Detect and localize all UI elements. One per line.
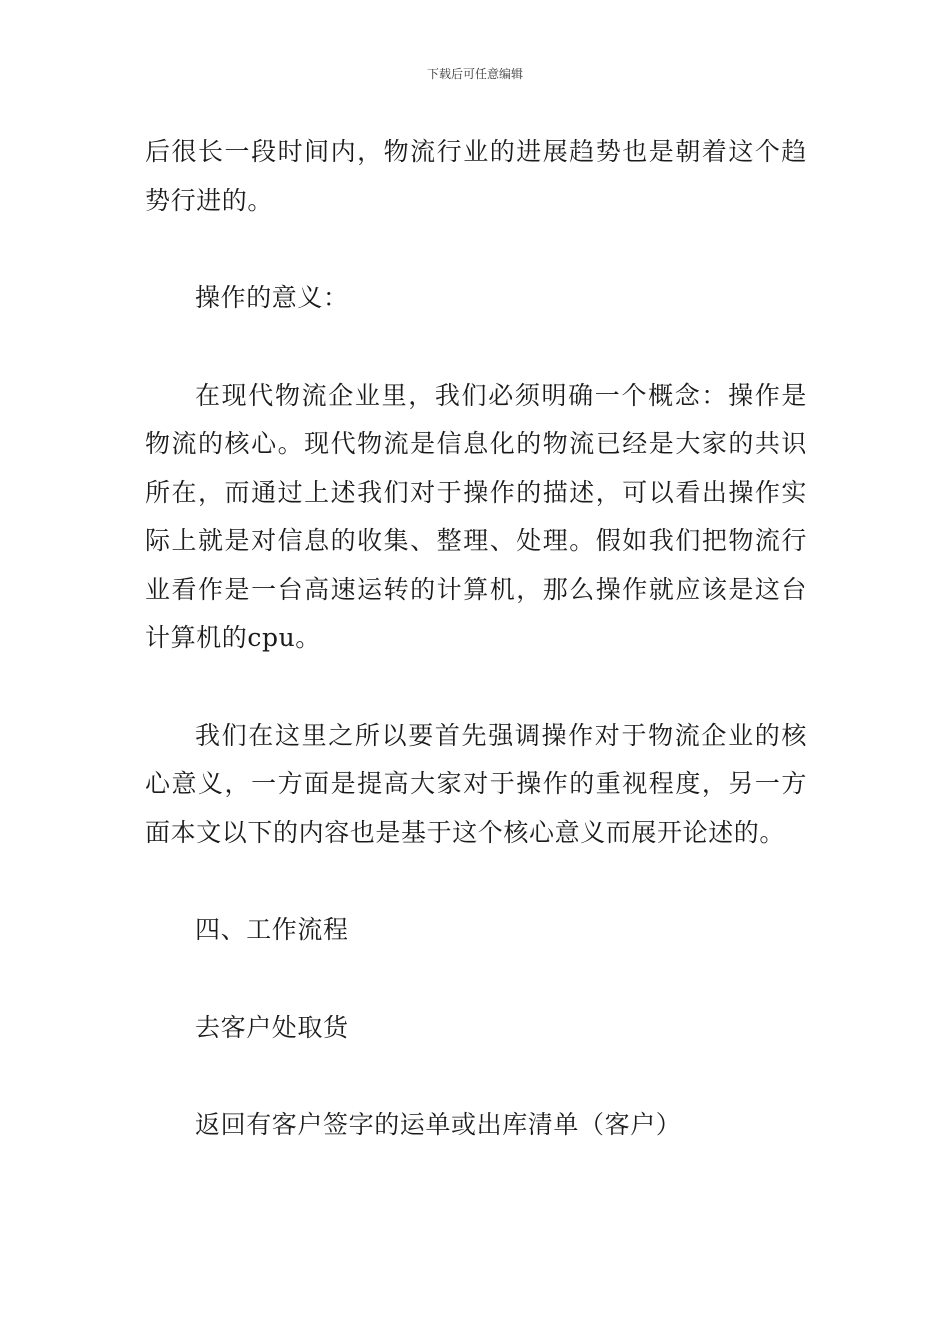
paragraph-gap [145,857,807,906]
paragraph-continuation: 后很长一段时间内，物流行业的进展趋势也是朝着这个趋势行进的。 [145,137,807,215]
paragraph-gap [145,663,807,712]
paragraph-gap [145,1052,807,1101]
paragraph-operation-core: 在现代物流企业里，我们必须明确一个概念：操作是物流的核心。现代物流是信息化的物流已经是大家的共识所在，而通过上述我们对于操作的描述，可以看出操作实际上就是对信息的收集、整理、处理。假如我们把物流行业看作是一台高速运转的计算机，那么操作就应该是这台计算机的cpu。 [145,380,807,652]
paragraph-gap [145,955,807,1004]
section-heading-workflow: 四、工作流程 [195,915,349,944]
workflow-step-pickup: 去客户处取货 [195,1012,349,1042]
paragraph-gap [145,225,807,274]
paragraph-gap [145,323,807,372]
paragraph-emphasis: 我们在这里之所以要首先强调操作对于物流企业的核心意义，一方面是提高大家对于操作的重视程度，另一方面本文以下的内容也是基于这个核心意义而展开论述的。 [145,720,807,847]
page-header: 下载后可任意编辑 [426,67,523,81]
document-body [145,128,807,1150]
workflow-step-return-waybill: 返回有客户签字的运单或出库清单（客户） [195,1110,682,1139]
section-heading-significance: 操作的意义： [195,283,349,312]
